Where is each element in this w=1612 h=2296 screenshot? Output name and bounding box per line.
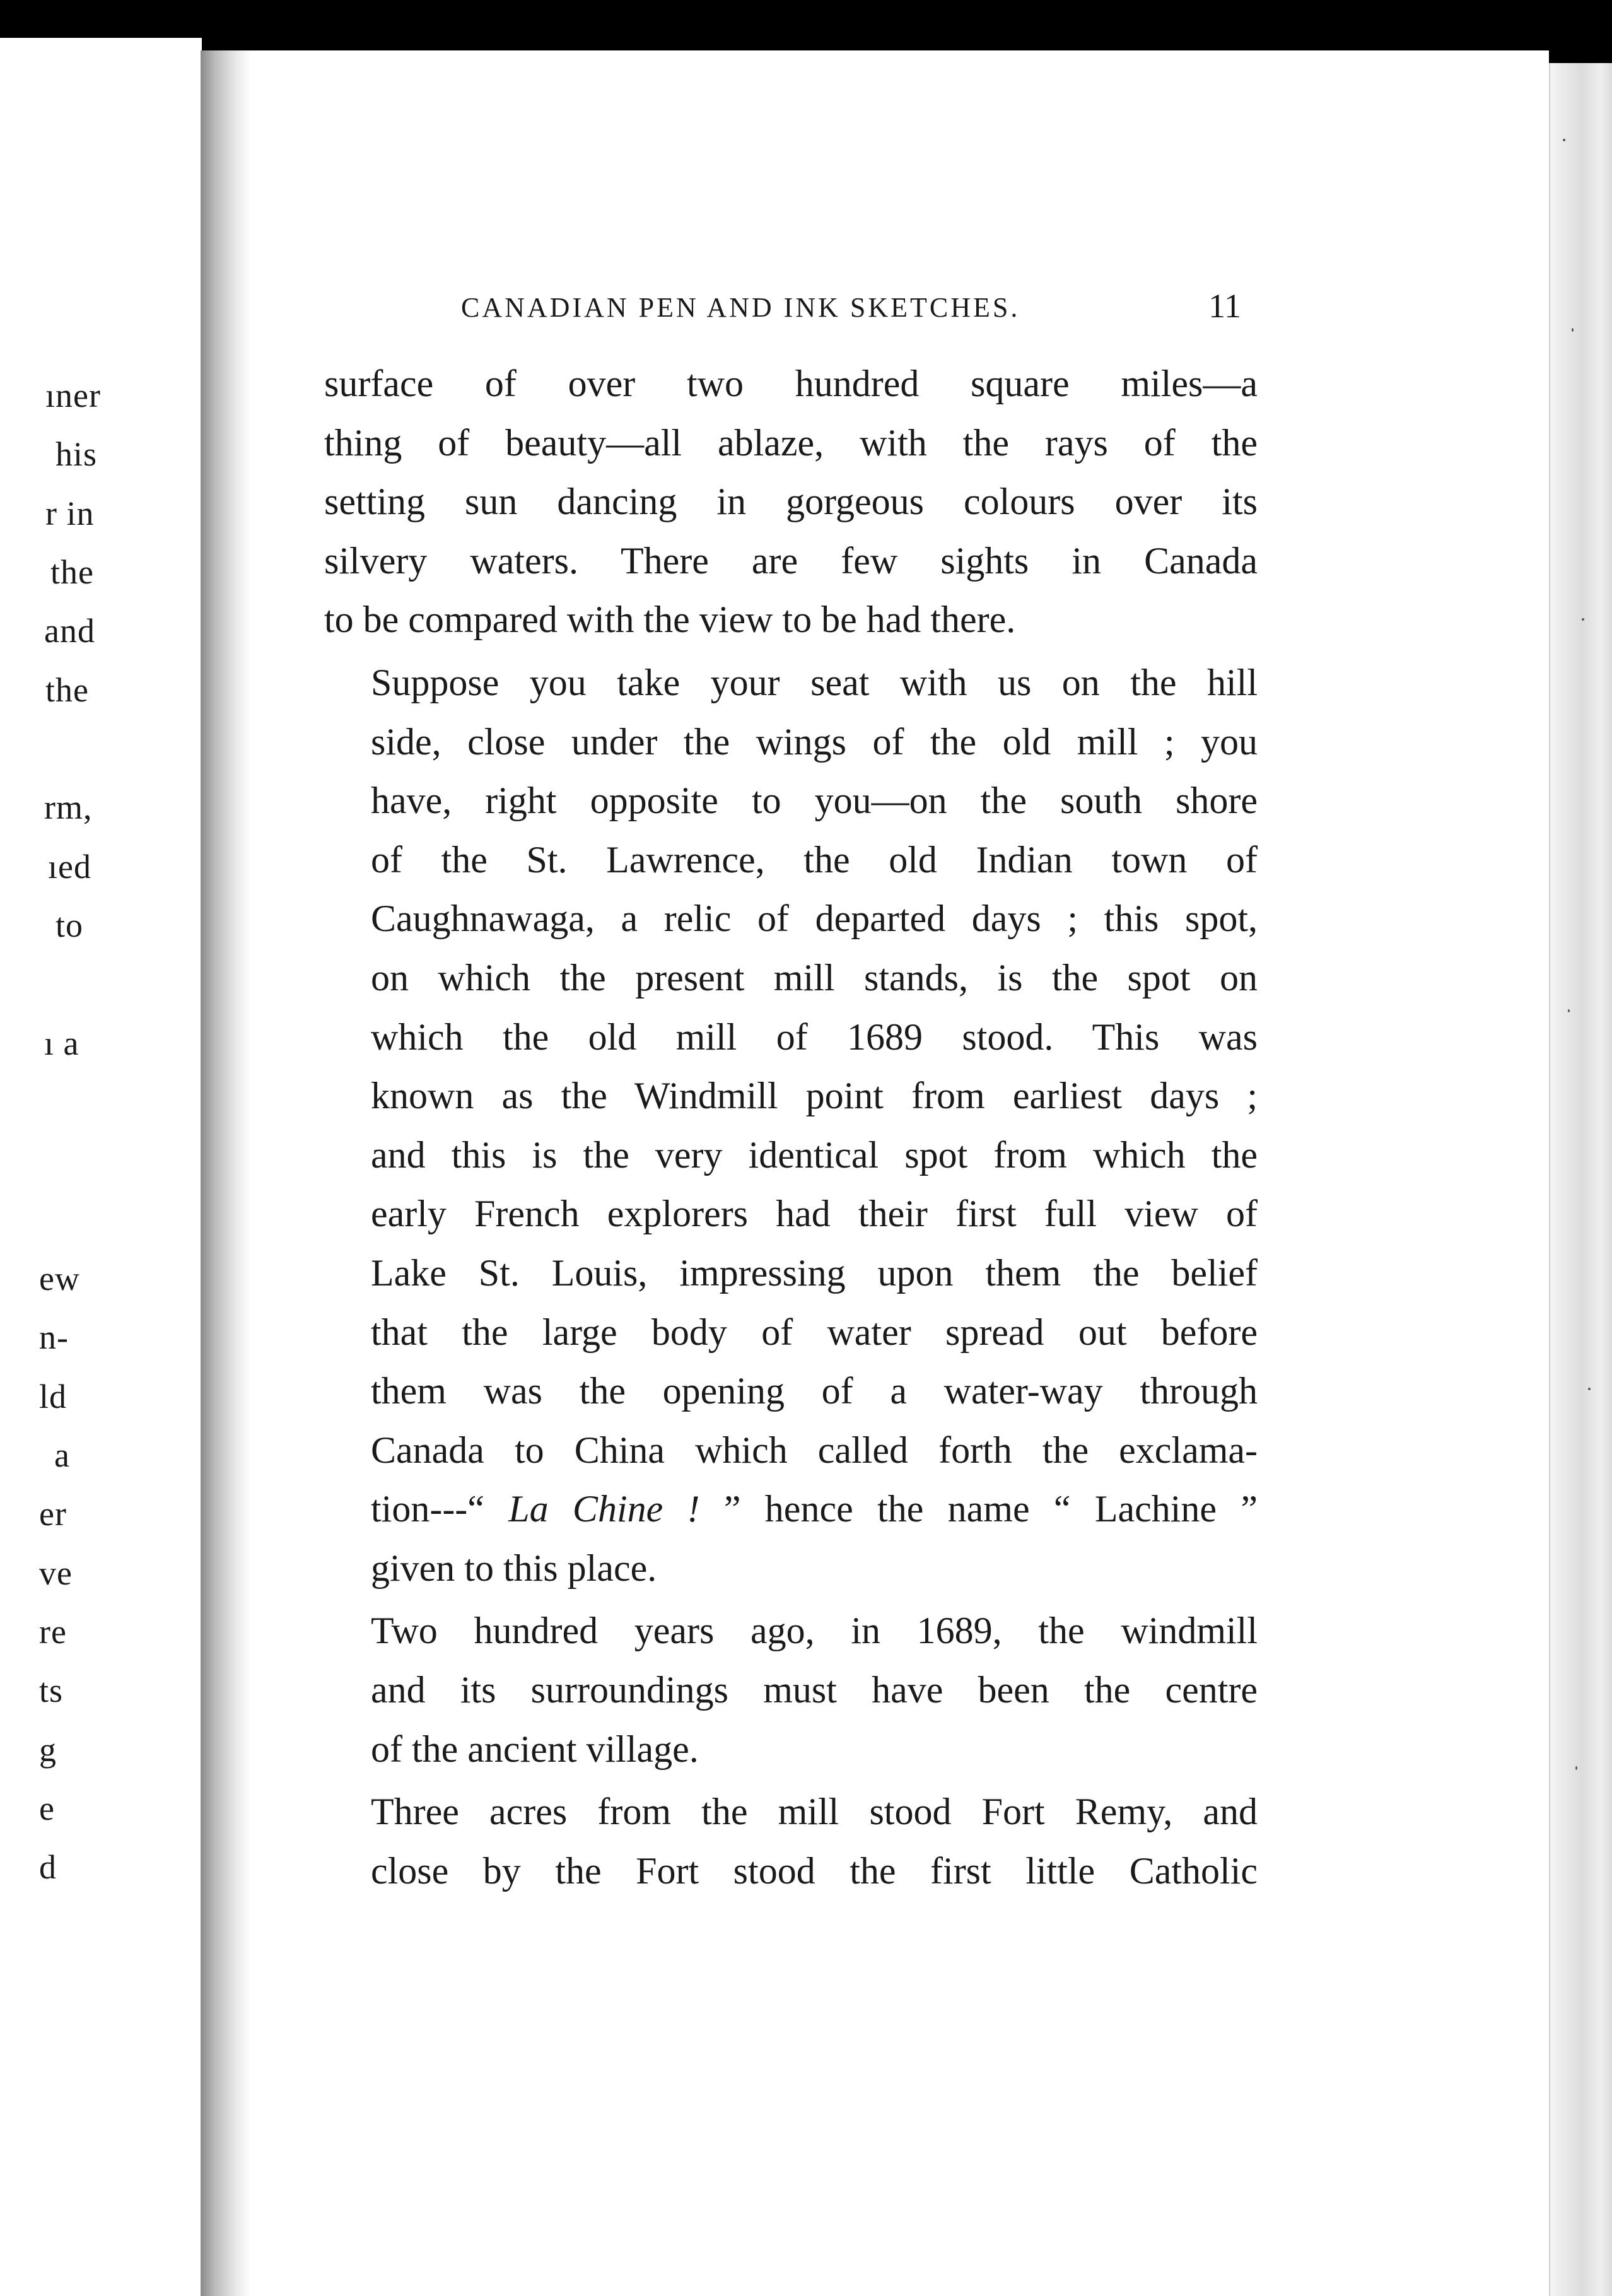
text-line: Three acres from the mill stood Fort Remy, and bbox=[371, 1791, 1258, 1833]
facing-page-fragment: n- bbox=[39, 1318, 69, 1356]
text-line: given to this place. bbox=[371, 1547, 657, 1589]
paper-speck bbox=[1582, 618, 1584, 621]
text-line: Two hundred years ago, in 1689, the windmill bbox=[371, 1610, 1258, 1652]
paper-speck bbox=[1575, 1766, 1577, 1770]
paragraph bbox=[324, 1783, 1258, 1901]
text-line: setting sun dancing in gorgeous colours over its bbox=[324, 481, 1258, 523]
text-line: them was the opening of a water-way through bbox=[371, 1370, 1258, 1412]
facing-page-fragment: ts bbox=[39, 1672, 64, 1709]
page-header bbox=[250, 287, 1549, 336]
facing-page-fragment: ld bbox=[39, 1378, 67, 1415]
text-line: side, close under the wings of the old mill ; you bbox=[371, 720, 1258, 763]
facing-page-fragment: g bbox=[39, 1731, 57, 1769]
facing-page-fragment: the bbox=[50, 553, 94, 591]
facing-page-fragment: a bbox=[54, 1436, 70, 1474]
text-line: to be compared with the view to be had there. bbox=[324, 599, 1016, 641]
text-line: silvery waters. There are few sights in Canada bbox=[324, 539, 1258, 582]
facing-page-fragment: ew bbox=[39, 1260, 80, 1297]
text-line: of the St. Lawrence, the old Indian town of bbox=[371, 838, 1258, 881]
paragraph bbox=[324, 653, 1258, 1598]
paper-speck bbox=[1572, 328, 1574, 332]
text-line: of the ancient village. bbox=[371, 1728, 699, 1770]
paragraph bbox=[324, 354, 1258, 650]
page-number: 11 bbox=[1208, 287, 1241, 325]
text-line: known as the Windmill point from earliest days ; bbox=[371, 1075, 1258, 1117]
facing-page-fragment: ıed bbox=[48, 848, 91, 886]
text-line: on which the present mill stands, is the spot on bbox=[371, 956, 1258, 999]
text-line: and this is the very identical spot from which the bbox=[371, 1133, 1258, 1176]
text-line: tion---“ La Chine ! ” hence the name “ Lachine ” bbox=[371, 1488, 1258, 1530]
text-line: early French explorers had their first full view of bbox=[371, 1193, 1258, 1235]
facing-page-fragment: ve bbox=[39, 1554, 73, 1592]
facing-page-fragment: er bbox=[39, 1495, 67, 1533]
facing-page-fragment: his bbox=[55, 435, 98, 473]
text-line: that the large body of water spread out before bbox=[371, 1311, 1258, 1353]
facing-page-fragment: rm, bbox=[44, 788, 93, 826]
text-line: Lake St. Louis, impressing upon them the belief bbox=[371, 1251, 1258, 1294]
text-line: thing of beauty—all ablaze, with the rays of the bbox=[324, 421, 1258, 464]
text-line: Suppose you take your seat with us on the hill bbox=[371, 661, 1258, 703]
text-line: Canada to China which called forth the exclama- bbox=[371, 1429, 1258, 1471]
text-line: surface of over two hundred square miles—a bbox=[324, 363, 1258, 404]
facing-page-edge bbox=[0, 38, 202, 2296]
paper-speck bbox=[1588, 1388, 1591, 1390]
text-line: which the old mill of 1689 stood. This was bbox=[371, 1016, 1258, 1058]
paragraph bbox=[324, 1602, 1258, 1779]
facing-page-fragment: e bbox=[39, 1789, 55, 1827]
facing-page-fragment: ı a bbox=[44, 1024, 79, 1062]
page-stack-edge bbox=[1549, 63, 1612, 2296]
facing-page-fragment: r in bbox=[45, 495, 95, 532]
text-line: Caughnawaga, a relic of departed days ; this spot, bbox=[371, 898, 1258, 940]
body-text bbox=[324, 354, 1258, 1901]
facing-page-fragment: the bbox=[45, 671, 89, 709]
facing-page-fragment: to bbox=[55, 906, 84, 944]
facing-page-fragment: and bbox=[44, 612, 95, 650]
text-line: close by the Fort stood the first little Catholic bbox=[371, 1849, 1258, 1892]
book-gutter-shadow bbox=[201, 50, 251, 2296]
facing-page-fragment: ıner bbox=[45, 377, 101, 414]
running-head: CANADIAN PEN AND INK SKETCHES. bbox=[461, 292, 1020, 323]
facing-page-fragment: d bbox=[39, 1848, 57, 1886]
book-page bbox=[250, 50, 1549, 2296]
paper-speck bbox=[1568, 1009, 1570, 1012]
facing-page-fragment: re bbox=[39, 1613, 67, 1651]
paper-speck bbox=[1563, 139, 1565, 141]
text-line: and its surroundings must have been the centre bbox=[371, 1669, 1258, 1711]
text-line: have, right opposite to you—on the south shore bbox=[371, 780, 1258, 822]
